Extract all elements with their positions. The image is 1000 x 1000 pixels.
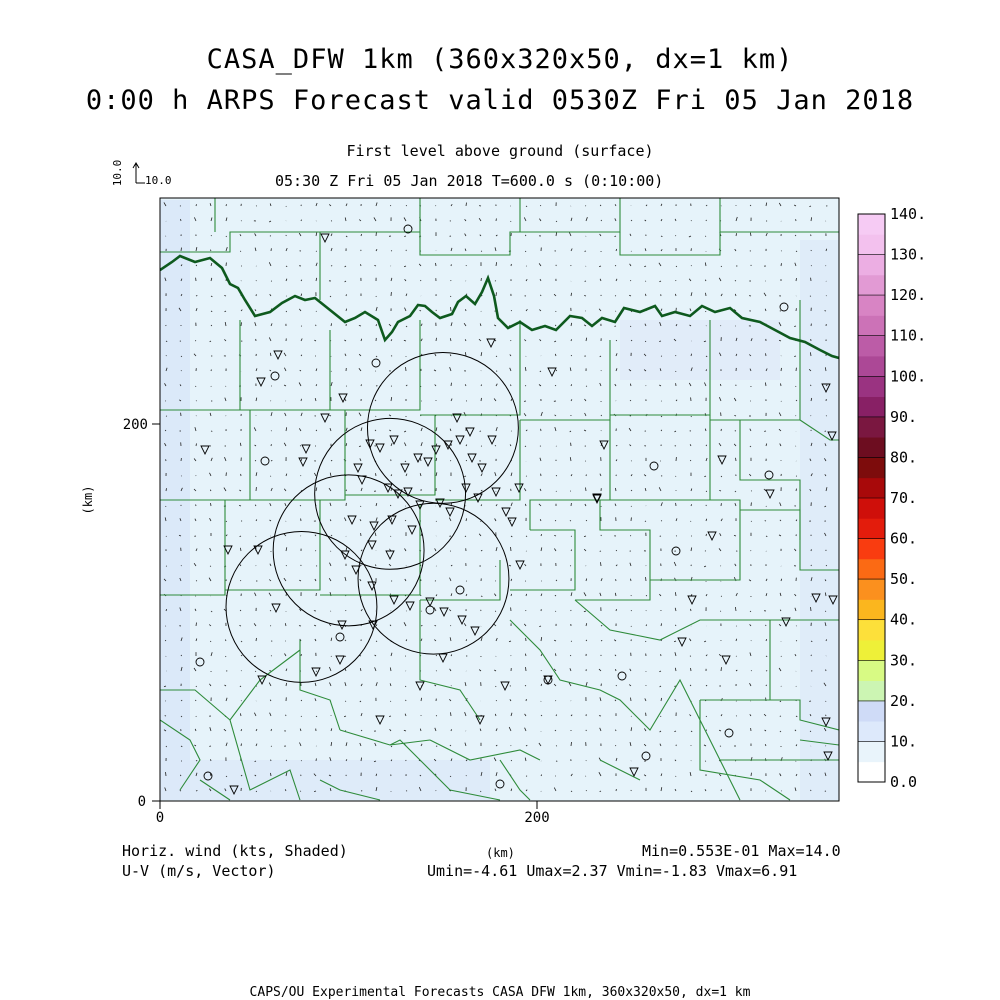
wind-vector bbox=[481, 398, 482, 401]
wind-vector bbox=[811, 607, 812, 611]
colorbar-segment bbox=[858, 214, 885, 235]
wind-vector bbox=[495, 566, 496, 567]
colorbar-label: 120. bbox=[890, 286, 927, 305]
wind-vector bbox=[631, 698, 632, 701]
wind-vector bbox=[360, 656, 361, 657]
wind-vector bbox=[346, 490, 347, 491]
wind-vector bbox=[601, 562, 602, 566]
wind-vector bbox=[495, 446, 496, 447]
colorbar-label: 60. bbox=[890, 529, 918, 548]
wind-vector bbox=[406, 367, 407, 371]
wind-vector bbox=[721, 266, 722, 267]
colorbar-segment bbox=[858, 721, 885, 742]
colorbar-segment bbox=[858, 315, 885, 336]
footer-credit: CAPS/OU Experimental Forecasts CASA DFW 1km, 360x320x50, dx=1 km bbox=[249, 985, 751, 1000]
wind-vector bbox=[781, 368, 782, 371]
wind-vector bbox=[511, 310, 512, 311]
wind-vector bbox=[616, 685, 617, 686]
wind-vector bbox=[571, 339, 572, 341]
shade-patch-east bbox=[800, 240, 839, 800]
wind-vector bbox=[691, 504, 692, 506]
colorbar bbox=[858, 205, 926, 791]
wind-vector bbox=[826, 565, 827, 566]
wind-vector bbox=[166, 488, 167, 491]
wind-vector bbox=[196, 791, 197, 792]
colorbar-segment bbox=[858, 741, 885, 762]
wind-vector bbox=[271, 729, 272, 731]
wind-vector bbox=[766, 685, 767, 686]
wind-vector bbox=[706, 716, 707, 717]
wind-vector bbox=[496, 292, 497, 296]
colorbar-label: 10. bbox=[890, 732, 918, 751]
wind-vector bbox=[300, 505, 301, 506]
colorbar-label: 80. bbox=[890, 448, 918, 467]
wind-vector bbox=[555, 611, 556, 612]
colorbar-segment bbox=[858, 295, 885, 316]
min-max-readout: Min=0.553E-01 Max=14.0 bbox=[642, 842, 841, 860]
wind-vector bbox=[464, 476, 466, 477]
wind-vector bbox=[166, 536, 167, 537]
wind-vector bbox=[691, 265, 692, 266]
wind-vector bbox=[196, 204, 197, 206]
wind-vector bbox=[389, 716, 391, 717]
wind-vector bbox=[601, 220, 602, 221]
wind-vector bbox=[615, 265, 616, 266]
wind-vector bbox=[631, 610, 632, 611]
colorbar-segment bbox=[858, 397, 885, 418]
wind-vector bbox=[751, 670, 752, 671]
wind-vector bbox=[210, 250, 211, 251]
wind-vector bbox=[796, 278, 797, 281]
wind-vector bbox=[241, 701, 242, 702]
wind-vector bbox=[196, 296, 197, 297]
wind-vector bbox=[796, 416, 797, 417]
wind-vector bbox=[211, 759, 212, 761]
wind-vector bbox=[196, 623, 197, 627]
x-tick-0: 0 bbox=[155, 810, 165, 826]
wind-vector bbox=[630, 280, 631, 281]
wind-vector bbox=[376, 473, 377, 476]
colorbar-segment bbox=[858, 640, 885, 661]
wind-vector bbox=[226, 204, 227, 206]
wind-vector bbox=[691, 668, 692, 671]
wind-vector bbox=[571, 355, 572, 356]
wind-vector bbox=[286, 565, 287, 566]
wind-vector bbox=[706, 311, 707, 312]
colorbar-label: 90. bbox=[890, 407, 918, 426]
colorbar-label: 130. bbox=[890, 245, 927, 264]
y-axis-label: (km) bbox=[81, 485, 95, 515]
figure-title-line1: CASA_DFW 1km (360x320x50, dx=1 km) bbox=[206, 44, 794, 75]
colorbar-segment bbox=[858, 660, 885, 681]
wind-vector bbox=[255, 671, 256, 672]
x-axis-label: (km) bbox=[486, 846, 515, 860]
wind-vector bbox=[601, 625, 602, 626]
wind-vector bbox=[390, 536, 391, 537]
wind-vector bbox=[390, 205, 391, 206]
colorbar-label: 70. bbox=[890, 489, 918, 507]
wind-vector bbox=[465, 536, 466, 537]
wind-vector bbox=[706, 293, 707, 296]
wind-vector bbox=[601, 415, 602, 416]
wind-vector bbox=[211, 503, 212, 506]
wind-vector bbox=[631, 506, 632, 507]
wind-vector bbox=[345, 701, 346, 702]
wind-vector bbox=[451, 729, 452, 731]
wind-vector bbox=[181, 655, 182, 656]
wind-vector bbox=[390, 701, 391, 702]
wind-vector bbox=[584, 296, 586, 297]
wind-vector bbox=[316, 251, 317, 252]
colorbar-label: 140. bbox=[890, 205, 927, 223]
wind-vector bbox=[255, 761, 256, 762]
colorbar-segment bbox=[858, 234, 885, 255]
wind-vector bbox=[166, 746, 167, 747]
wind-vector bbox=[406, 205, 407, 206]
figure-title-line2: 0:00 h ARPS Forecast valid 0530Z Fri 05 Jan 2018 bbox=[85, 85, 915, 116]
wind-vector bbox=[706, 534, 707, 536]
wind-vector bbox=[796, 641, 797, 642]
wind-vector bbox=[239, 626, 241, 627]
level-subtitle: First level above ground (surface) bbox=[346, 142, 654, 160]
wind-vector bbox=[224, 296, 226, 297]
wind-vector bbox=[481, 791, 482, 792]
y-tick-0: 0 bbox=[137, 794, 146, 810]
wind-vector bbox=[466, 460, 467, 461]
wind-vector bbox=[794, 326, 796, 327]
wind-vector bbox=[706, 369, 707, 371]
wind-vector bbox=[571, 742, 572, 746]
wind-vector bbox=[539, 626, 541, 627]
wind-vector bbox=[451, 383, 452, 386]
wind-vector bbox=[630, 326, 631, 327]
wind-vector bbox=[661, 236, 662, 237]
wind-vector bbox=[525, 446, 526, 447]
wind-vector bbox=[466, 203, 467, 206]
colorbar-segment bbox=[858, 255, 885, 276]
wind-vector bbox=[196, 386, 197, 387]
wind-vector bbox=[705, 236, 706, 237]
wind-vector bbox=[541, 295, 542, 296]
wind-vector bbox=[809, 206, 811, 207]
wind-vector bbox=[181, 248, 182, 251]
wind-vector bbox=[226, 386, 227, 387]
colorbar-segment bbox=[858, 336, 885, 357]
x-tick-200: 200 bbox=[524, 810, 550, 826]
wind-vector bbox=[240, 251, 241, 252]
wind-vector bbox=[271, 773, 272, 776]
ref-vector-horizontal-label: 10.0 bbox=[145, 174, 172, 187]
wind-vector bbox=[301, 716, 302, 717]
wind-vector bbox=[571, 536, 572, 537]
wind-vector bbox=[570, 655, 571, 656]
wind-vector bbox=[436, 716, 437, 717]
wind-vector bbox=[826, 266, 827, 267]
wind-vector bbox=[646, 641, 647, 642]
wind-vector bbox=[436, 263, 437, 266]
colorbar-label: 20. bbox=[890, 691, 918, 710]
wind-vector bbox=[615, 745, 616, 746]
colorbar-segment bbox=[858, 539, 885, 560]
wind-vector bbox=[719, 490, 721, 491]
wind-vector bbox=[674, 731, 676, 732]
ref-vector-vertical-label: 10.0 bbox=[111, 159, 124, 187]
colorbar-segment bbox=[858, 701, 885, 722]
wind-vector bbox=[241, 744, 242, 747]
wind-vector bbox=[736, 458, 737, 461]
wind-vector bbox=[436, 521, 437, 522]
wind-vector bbox=[675, 235, 676, 236]
wind-vector bbox=[211, 311, 212, 312]
wind-vector bbox=[301, 220, 302, 221]
wind-vector bbox=[646, 595, 647, 596]
colorbar-segment bbox=[858, 376, 885, 397]
wind-vector bbox=[811, 265, 812, 266]
wind-vector bbox=[766, 536, 767, 537]
wind-vector bbox=[751, 773, 752, 776]
wind-vector bbox=[374, 265, 376, 266]
wind-vector bbox=[525, 385, 526, 386]
wind-vector bbox=[661, 716, 662, 717]
wind-vector bbox=[691, 609, 692, 611]
colorbar-segment bbox=[858, 417, 885, 438]
wind-vector bbox=[825, 611, 826, 612]
wind-vector bbox=[301, 399, 302, 401]
wind-vector bbox=[734, 415, 736, 416]
wind-vector bbox=[181, 219, 182, 221]
wind-vector bbox=[240, 580, 241, 581]
uv-range-readout: Umin=-4.61 Umax=2.37 Vmin=-1.83 Vmax=6.91 bbox=[427, 862, 798, 880]
wind-vector bbox=[481, 596, 482, 597]
wind-vector bbox=[196, 760, 197, 761]
wind-vector bbox=[526, 667, 527, 671]
wind-vector bbox=[361, 264, 362, 266]
wind-vector bbox=[676, 355, 677, 356]
wind-vector bbox=[405, 686, 406, 687]
wind-vector bbox=[331, 656, 332, 657]
colorbar-segment bbox=[858, 579, 885, 600]
wind-vector bbox=[555, 700, 556, 701]
wind-vector bbox=[210, 641, 211, 642]
wind-vector bbox=[586, 790, 587, 791]
wind-vector bbox=[166, 772, 167, 776]
wind-vector bbox=[554, 535, 556, 536]
colorbar-segment bbox=[858, 478, 885, 499]
wind-vector bbox=[359, 326, 361, 327]
time-subtitle: 05:30 Z Fri 05 Jan 2018 T=600.0 s (0:10:00) bbox=[275, 172, 664, 190]
wind-vector bbox=[196, 700, 197, 701]
wind-vector bbox=[271, 746, 272, 747]
wind-vector bbox=[826, 639, 827, 641]
wind-vector bbox=[196, 686, 197, 687]
colorbar-segment bbox=[858, 681, 885, 702]
wind-vector bbox=[735, 281, 736, 282]
shade-patch-north bbox=[620, 320, 780, 380]
wind-vector bbox=[616, 730, 617, 731]
colorbar-segment bbox=[858, 559, 885, 580]
wind-vector bbox=[675, 625, 676, 626]
wind-vector bbox=[255, 460, 256, 461]
wind-vector bbox=[195, 340, 196, 341]
wind-vector bbox=[570, 521, 571, 522]
colorbar-segment bbox=[858, 599, 885, 620]
wind-vector bbox=[540, 205, 541, 206]
wind-vector bbox=[450, 460, 451, 461]
wind-vector bbox=[435, 206, 436, 207]
colorbar-segment bbox=[858, 437, 885, 458]
wind-vector bbox=[226, 236, 227, 237]
wind-vector bbox=[615, 236, 617, 237]
wind-vector bbox=[466, 309, 467, 311]
wind-vector bbox=[301, 760, 302, 761]
wind-vector bbox=[706, 730, 707, 731]
wind-vector bbox=[706, 491, 707, 492]
wind-vector bbox=[720, 326, 721, 327]
wind-vector bbox=[375, 565, 376, 567]
wind-vector bbox=[556, 475, 557, 476]
wind-vector bbox=[316, 311, 317, 312]
wind-vector bbox=[315, 551, 316, 552]
wind-vector bbox=[421, 625, 422, 626]
wind-vector bbox=[751, 521, 752, 522]
colorbar-segment bbox=[858, 762, 885, 783]
wind-vector bbox=[659, 341, 661, 342]
wind-vector bbox=[181, 565, 182, 566]
wind-vector bbox=[451, 307, 452, 311]
wind-vector bbox=[811, 385, 812, 386]
wind-vector bbox=[421, 280, 422, 281]
colorbar-segment bbox=[858, 498, 885, 519]
wind-vector bbox=[301, 475, 302, 476]
wind-vector bbox=[645, 521, 646, 522]
wind-vector bbox=[676, 476, 677, 477]
wind-vector bbox=[796, 489, 797, 491]
wind-vector bbox=[241, 322, 242, 326]
legend-vector-label: U-V (m/s, Vector) bbox=[122, 862, 276, 880]
map-plot bbox=[160, 198, 839, 801]
wind-vector bbox=[526, 536, 527, 537]
wind-vector bbox=[555, 520, 556, 521]
colorbar-label: 50. bbox=[890, 570, 918, 589]
wind-vector bbox=[495, 611, 496, 612]
wind-vector bbox=[180, 791, 181, 792]
wind-vector bbox=[691, 521, 692, 522]
colorbar-segment bbox=[858, 356, 885, 377]
wind-vector bbox=[525, 685, 526, 686]
wind-vector bbox=[616, 609, 617, 611]
wind-vector bbox=[361, 384, 362, 386]
wind-vector bbox=[525, 251, 526, 252]
legend-shaded-label: Horiz. wind (kts, Shaded) bbox=[122, 842, 348, 860]
wind-vector bbox=[794, 356, 796, 357]
reference-vector bbox=[111, 160, 172, 187]
wind-vector bbox=[240, 536, 241, 537]
colorbar-segment bbox=[858, 620, 885, 641]
wind-vector bbox=[571, 641, 572, 642]
wind-vector bbox=[376, 324, 377, 326]
wind-vector bbox=[360, 506, 361, 507]
wind-vector bbox=[226, 656, 227, 657]
wind-vector bbox=[511, 385, 512, 387]
wind-vector bbox=[766, 353, 767, 356]
wind-vector bbox=[226, 521, 227, 522]
colorbar-segment bbox=[858, 518, 885, 539]
wind-vector bbox=[211, 235, 212, 236]
wind-vector bbox=[346, 596, 347, 597]
colorbar-label: 30. bbox=[890, 651, 918, 670]
wind-vector bbox=[404, 236, 406, 237]
wind-vector bbox=[721, 667, 722, 671]
colorbar-segment bbox=[858, 457, 885, 478]
wind-vector bbox=[181, 370, 182, 371]
colorbar-label: 40. bbox=[890, 610, 918, 629]
wind-vector bbox=[496, 700, 497, 701]
wind-vector bbox=[811, 641, 812, 642]
wind-vector bbox=[391, 518, 392, 521]
colorbar-label: 100. bbox=[890, 367, 927, 386]
wind-vector bbox=[616, 669, 617, 671]
colorbar-label: 0.0 bbox=[890, 773, 918, 791]
colorbar-segment bbox=[858, 275, 885, 296]
wind-vector bbox=[241, 671, 242, 672]
wind-vector bbox=[586, 488, 587, 492]
wind-vector bbox=[511, 547, 512, 551]
wind-vector bbox=[781, 383, 782, 386]
colorbar-label: 110. bbox=[890, 326, 927, 345]
wind-vector bbox=[450, 296, 451, 297]
y-tick-200: 200 bbox=[122, 417, 148, 433]
wind-vector bbox=[631, 716, 632, 717]
wind-vector bbox=[721, 596, 722, 597]
wind-vector bbox=[436, 338, 437, 341]
wind-vector bbox=[451, 712, 452, 716]
wind-vector bbox=[631, 579, 632, 581]
wind-vector bbox=[556, 491, 557, 492]
wind-vector bbox=[450, 625, 451, 626]
wind-vector bbox=[346, 294, 347, 296]
wind-vector bbox=[691, 220, 692, 221]
wind-vector bbox=[271, 460, 272, 461]
wind-vector bbox=[646, 577, 647, 581]
wind-vector bbox=[316, 671, 317, 672]
wind-vector bbox=[826, 296, 827, 297]
wind-vector bbox=[376, 641, 377, 642]
wind-vector bbox=[256, 638, 257, 641]
wind-vector bbox=[359, 446, 361, 447]
wind-vector bbox=[630, 536, 631, 537]
wind-vector bbox=[196, 443, 197, 446]
wind-vector bbox=[781, 263, 782, 266]
wind-vector bbox=[331, 371, 332, 372]
